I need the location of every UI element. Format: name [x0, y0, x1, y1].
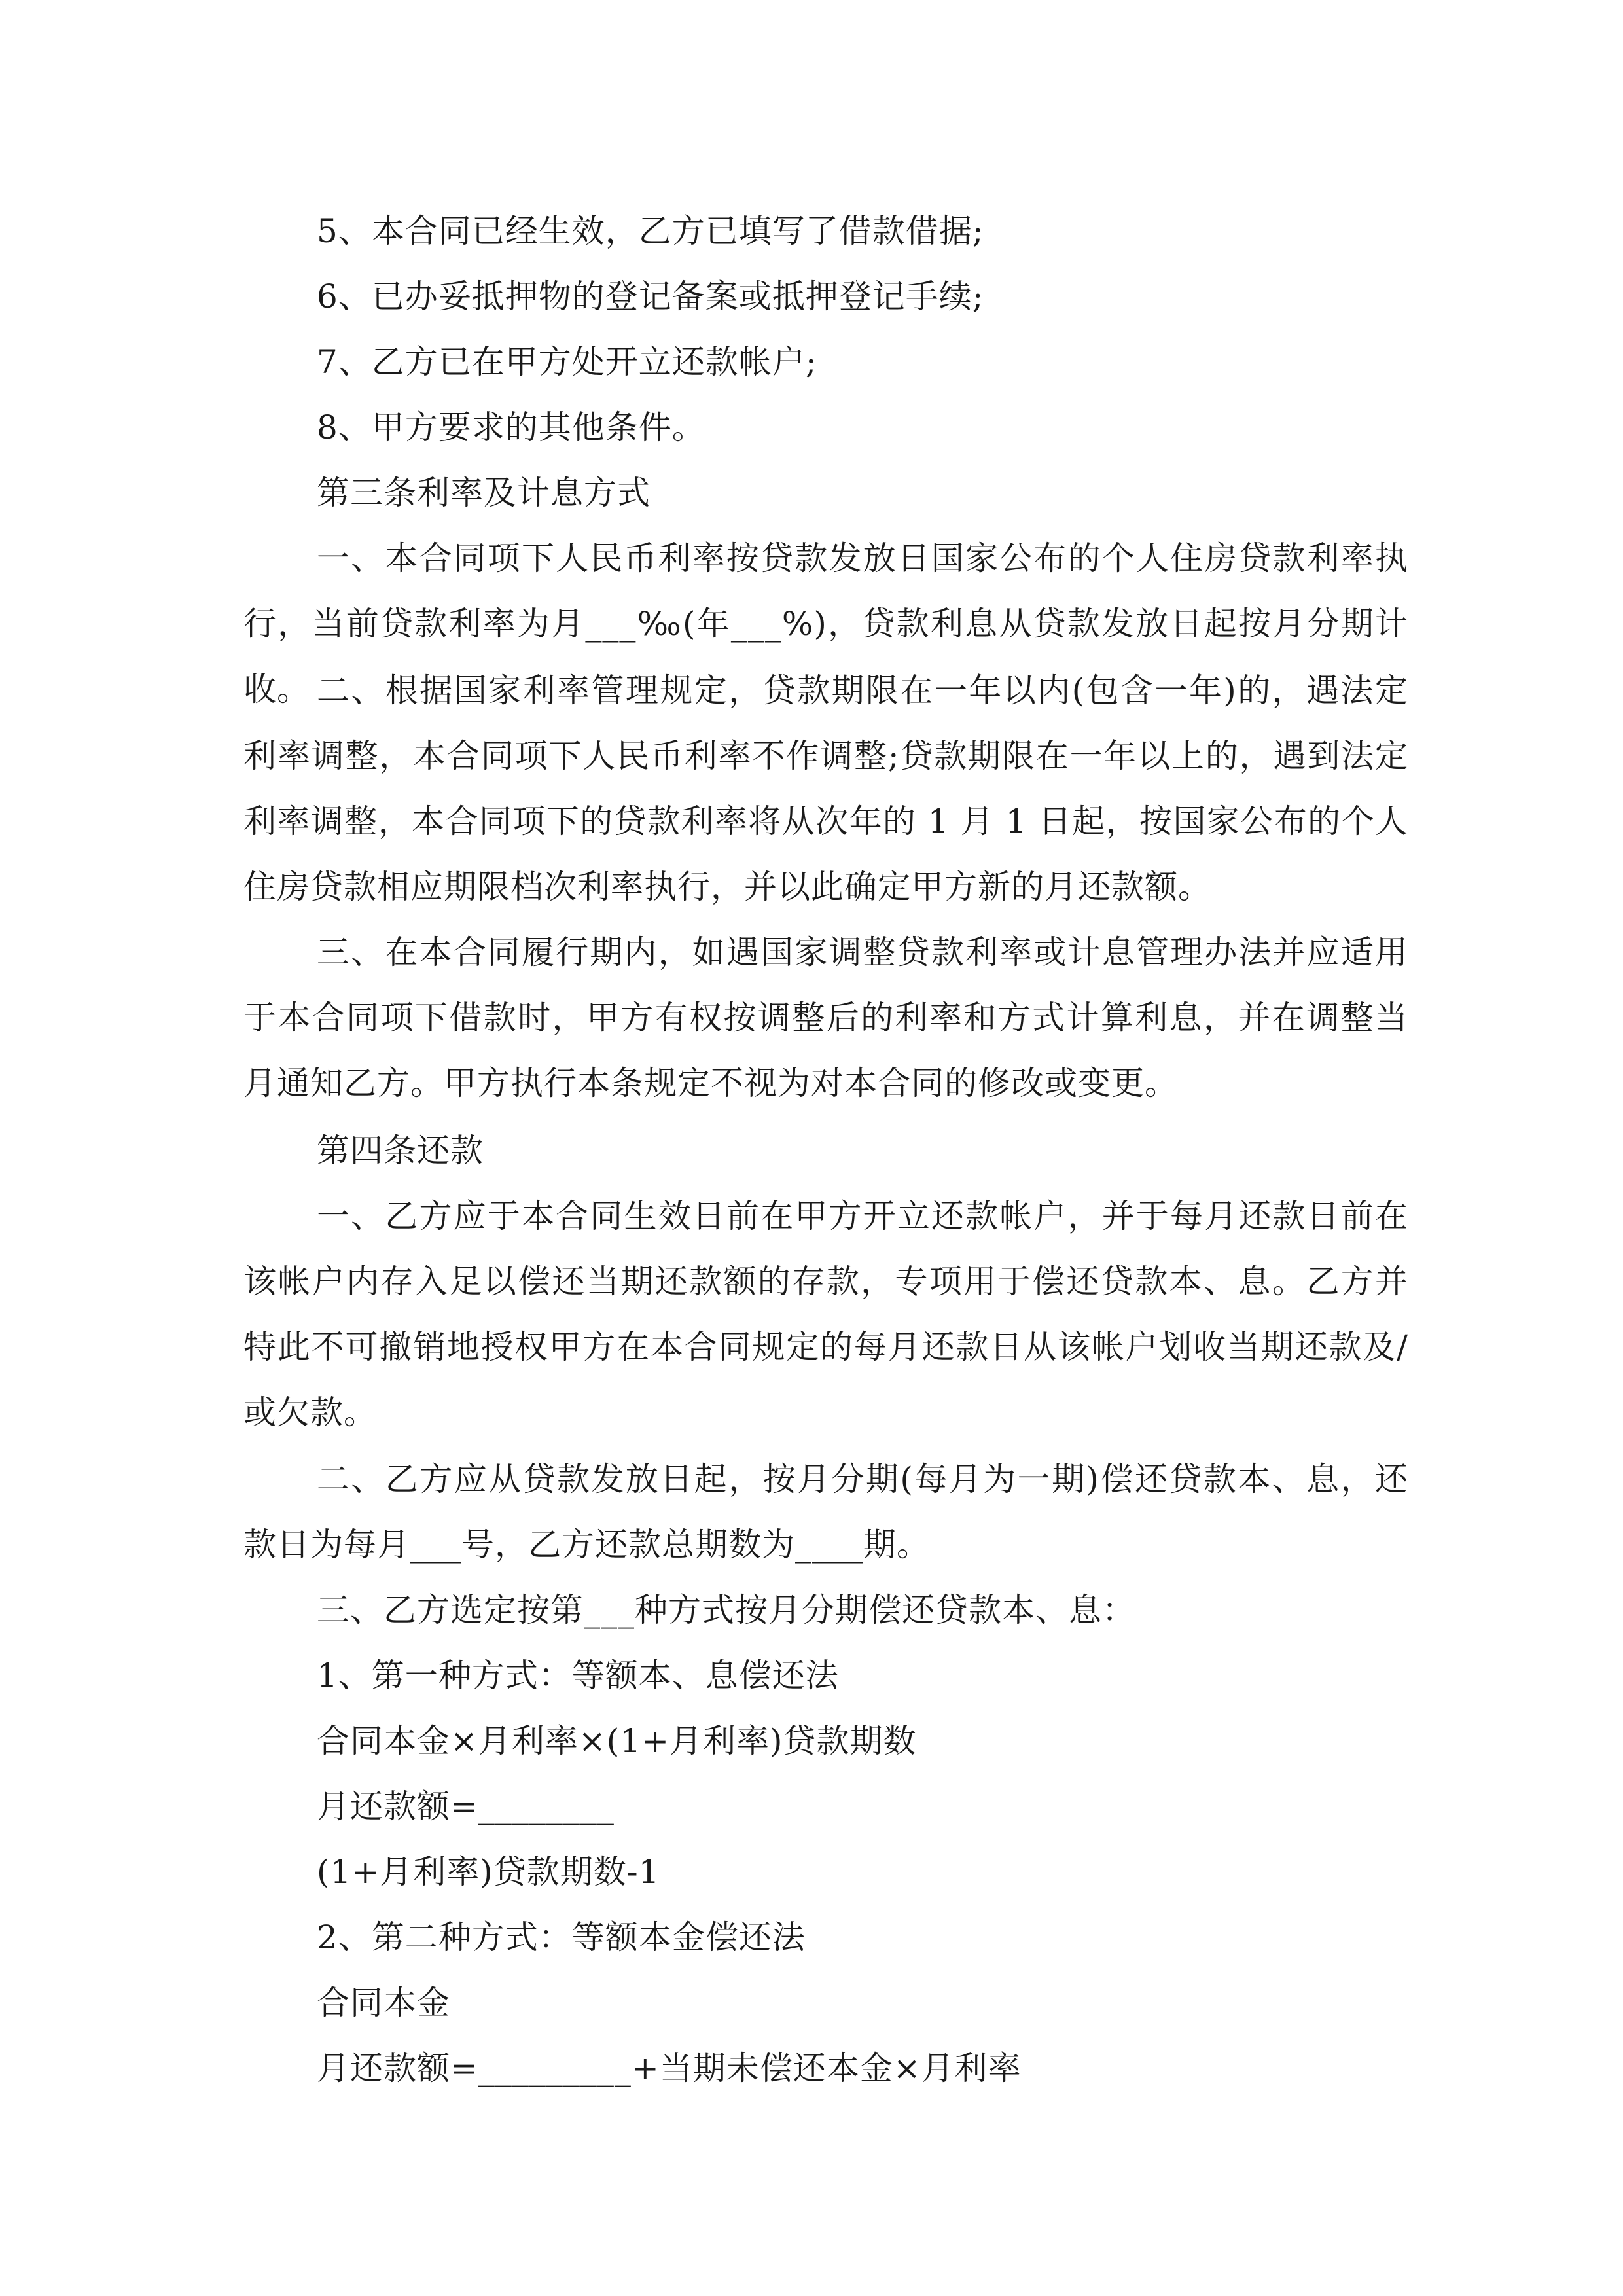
- paragraph-article-4-clause-2: 二、乙方应从贷款发放日起，按月分期(每月为一期)偿还贷款本、息，还款日为每月___号，乙方还款总期数为____期。: [243, 1460, 1408, 1564]
- formula-method-2-label: 月还款额=_________+当期未偿还本金×月利率: [317, 2049, 1022, 2087]
- paragraph-condition-6: 6、已办妥抵押物的登记备案或抵押登记手续;: [317, 278, 984, 315]
- paragraph-condition-5: 5、本合同已经生效，乙方已填写了借款借据;: [317, 212, 984, 250]
- section-heading-article-4: 第四条还款: [317, 1132, 484, 1170]
- paragraph-article-4-clause-3: 三、乙方选定按第___种方式按月分期偿还贷款本、息：: [317, 1591, 1135, 1629]
- formula-method-1-denominator: (1+月利率)贷款期数-1: [317, 1853, 660, 1891]
- paragraph-article-3-clause-2: 二、根据国家利率管理规定，贷款期限在一年以内(包含一年)的，遇法定利率调整，本合同项下人民币利率不作调整;贷款期限在一年以上的，遇到法定利率调整，本合同项下的贷款利率将从次年的 1 月 1 日起，按国家公布的个人住房贷款相应期限档次利率执行，并以此确定甲方新的月还款额。: [243, 672, 1408, 906]
- paragraph-article-3-clause-3: 三、在本合同履行期内，如遇国家调整贷款利率或计息管理办法并应适用于本合同项下借款时，甲方有权按调整后的利率和方式计算利息，并在调整当月通知乙方。甲方执行本条规定不视为对本合同的修改或变更。: [243, 933, 1408, 1102]
- paragraph-method-2-title: 2、第二种方式：等额本金偿还法: [317, 1918, 806, 1956]
- paragraph-article-3-clause-1: 一、本合同项下人民币利率按贷款发放日国家公布的个人住房贷款利率执行，当前贷款利率为月___‰(年___%)，贷款利息从贷款发放日起按月分期计收。: [243, 539, 1408, 708]
- formula-method-1-numerator: 合同本金×月利率×(1+月利率)贷款期数: [317, 1722, 917, 1760]
- paragraph-method-1-title: 1、第一种方式：等额本、息偿还法: [317, 1657, 839, 1695]
- paragraph-article-4-clause-1: 一、乙方应于本合同生效日前在甲方开立还款帐户，并于每月还款日前在该帐户内存入足以偿还当期还款额的存款，专项用于偿还贷款本、息。乙方并特此不可撤销地授权甲方在本合同规定的每月还款日从该帐户划收当期还款及/或欠款。: [243, 1197, 1408, 1431]
- formula-method-1-label: 月还款额=________: [317, 1787, 615, 1825]
- paragraph-condition-8: 8、甲方要求的其他条件。: [317, 408, 705, 446]
- section-heading-article-3: 第三条利率及计息方式: [317, 474, 651, 512]
- formula-method-2-numerator: 合同本金: [317, 1984, 450, 2022]
- paragraph-condition-7: 7、乙方已在甲方处开立还款帐户;: [317, 343, 817, 381]
